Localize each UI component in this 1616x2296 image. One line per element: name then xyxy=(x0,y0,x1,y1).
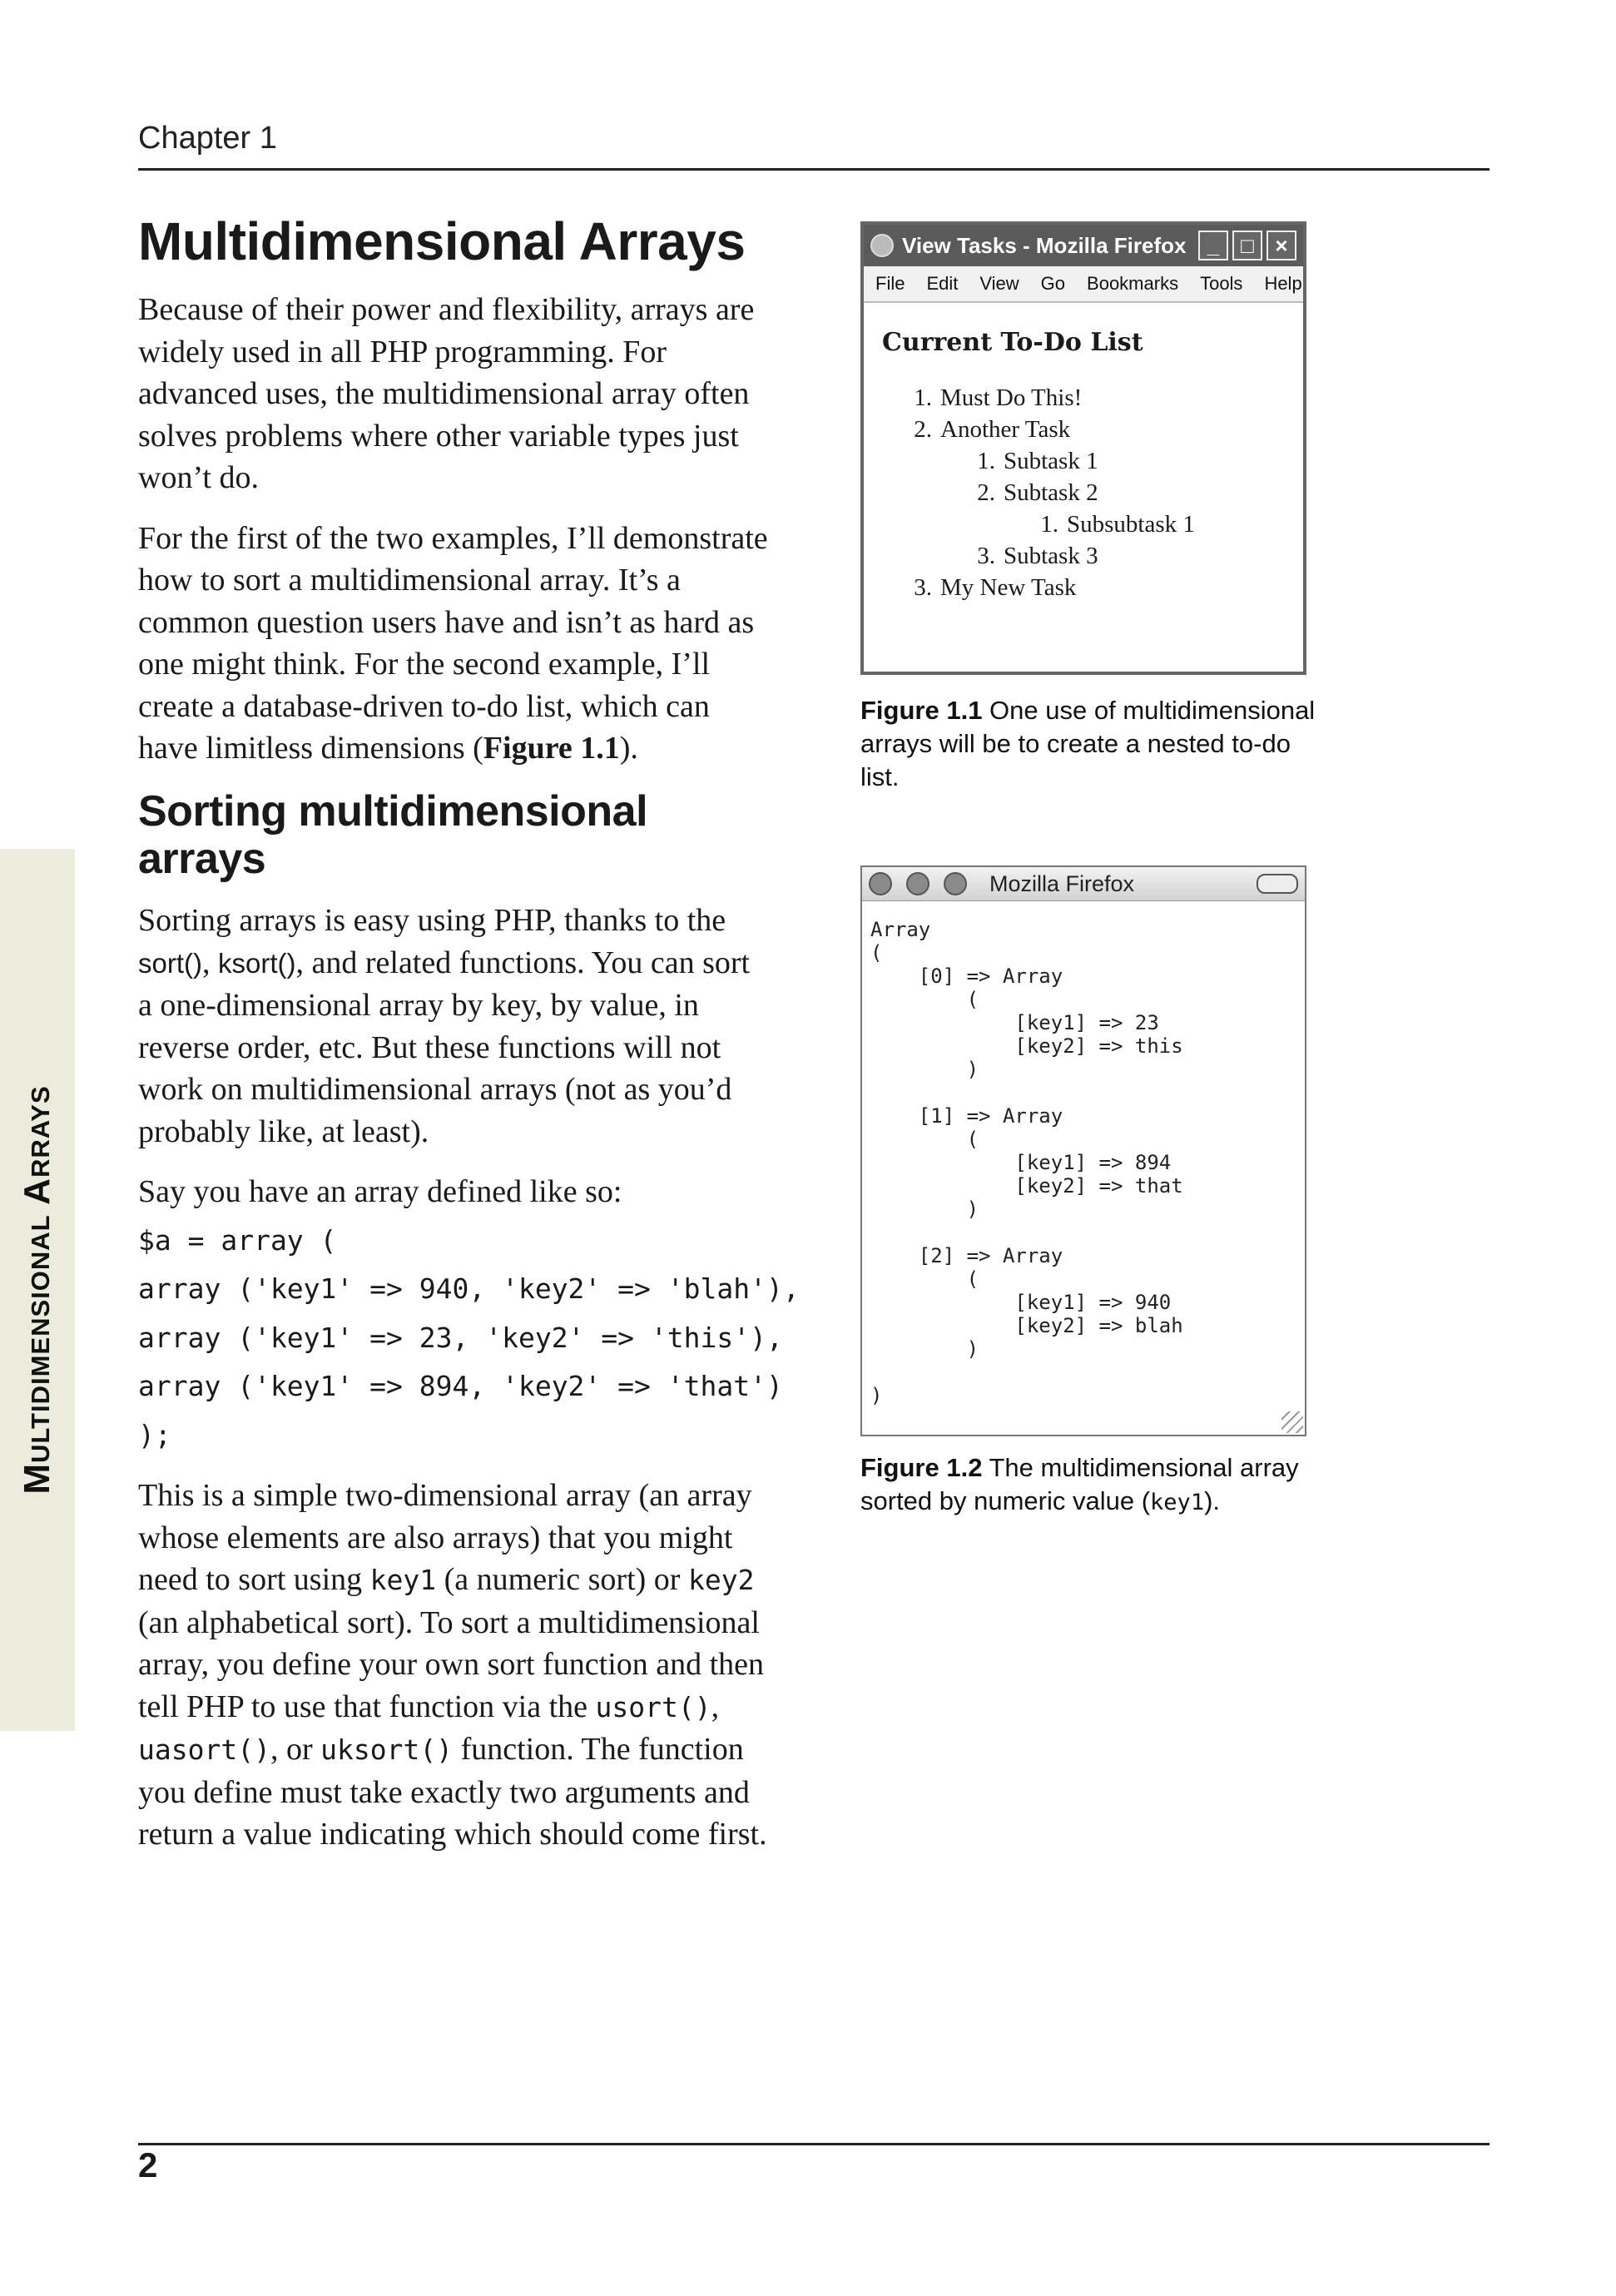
figure-label: Figure 1.1 xyxy=(860,696,983,725)
subsection-title: Sorting multidimensional arrays xyxy=(138,786,648,884)
todo-subitem: 2. Subtask 2 xyxy=(977,479,1098,506)
window-title: Mozilla Firefox xyxy=(989,870,1135,896)
menu-go: Go xyxy=(1040,273,1066,294)
zoom-dot-icon xyxy=(944,872,967,895)
window-titlebar xyxy=(864,225,1303,266)
inline-code: ksort() xyxy=(218,947,296,979)
inline-code: key1 xyxy=(369,1564,437,1597)
figure-2-screenshot xyxy=(860,865,1306,1436)
page-number: 2 xyxy=(138,2145,158,2184)
print-r-output: Array ( [0] => Array ( [key1] => 23 [key2] => this ) [1] => Array ( [key1] => 894 [key2] => that ) [2] => Array ( [key1] => 940 [key2] => blah ) ) xyxy=(870,918,1183,1407)
close-icon: × xyxy=(1267,231,1296,260)
paragraph-sorting: Sorting arrays is easy using PHP, thanks to the sort(), ksort(), and related functions. You can sort a one-dimensional array by key, by value, in reverse order, etc. But these functions will not work on multidimensional arrays (not as you’d probably like, at least). xyxy=(138,903,751,1149)
figure-label: Figure 1.2 xyxy=(860,1453,983,1482)
page-content xyxy=(864,303,1303,628)
todo-subitem: 1. Subtask 1 xyxy=(977,448,1098,474)
firefox-icon xyxy=(870,234,894,257)
paragraph-intro: Because of their power and flexibility, arrays are widely used in all PHP programming. For advanced uses, the multidimensional array often solves problems where other variable types just won’t do. xyxy=(138,292,755,496)
window-title: View Tasks - Mozilla Firefox xyxy=(902,232,1187,258)
todo-item: 3. My New Task xyxy=(914,574,1077,601)
resize-grip-icon xyxy=(1281,1411,1303,1433)
todo-item: 2. Another Task xyxy=(914,416,1071,443)
section-title: Multidimensional Arrays xyxy=(138,211,746,271)
inline-code: uksort() xyxy=(320,1733,454,1767)
menu-help: Help xyxy=(1264,273,1302,294)
inline-code: key1 xyxy=(1150,1490,1205,1515)
todo-subsubitem: 1. Subsubtask 1 xyxy=(1040,511,1195,538)
menu-view: View xyxy=(979,273,1019,294)
inline-code: key2 xyxy=(687,1564,755,1597)
side-tab xyxy=(0,849,75,1731)
paragraph-say: Say you have an array defined like so: xyxy=(138,1174,622,1210)
todo-list xyxy=(882,382,1285,603)
side-tab-label: Multidimensional Arrays xyxy=(17,1085,57,1495)
figure-reference: Figure 1.1 xyxy=(483,731,620,766)
figure-1-caption: Figure 1.1 One use of multidimensional arrays will be to create a nested to-do list. xyxy=(860,696,1316,791)
code-line: array ('key1' => 23, 'key2' => 'this'), xyxy=(138,1321,783,1354)
todo-subitem: 3. Subtask 3 xyxy=(977,543,1098,569)
main-column xyxy=(138,211,800,1874)
minimize-icon: _ xyxy=(1198,231,1228,260)
menu-tools: Tools xyxy=(1200,273,1243,294)
figure-2-caption: Figure 1.2 The multidimensional array sorted by numeric value (key1). xyxy=(860,1453,1299,1515)
minimize-dot-icon xyxy=(906,872,929,895)
code-line: $a = array ( xyxy=(138,1223,337,1257)
paragraph-usort: This is a simple two-dimensional array (an array whose elements are also arrays) that you might need to sort using key1 (a numeric sort) or key2 (an alphabetical sort). To sort a multidimensional array, you define your own sort function and then tell PHP to use that function via the usort(), uasort(), or uksort() function. The function you define must take exactly two arguments and return a value indicating which should come first. xyxy=(138,1478,767,1852)
code-line: array ('key1' => 894, 'key2' => 'that') xyxy=(138,1370,783,1403)
inline-code: sort() xyxy=(138,947,202,979)
close-dot-icon xyxy=(869,872,892,895)
todo-item: 1. Must Do This! xyxy=(914,384,1083,411)
code-line: array ('key1' => 940, 'key2' => 'blah'), xyxy=(138,1272,800,1306)
menu-file: File xyxy=(875,273,905,294)
todo-heading: Current To-Do List xyxy=(882,328,1143,357)
inline-code: usort() xyxy=(595,1690,711,1723)
code-block xyxy=(138,1217,800,1460)
figure-1-screenshot xyxy=(860,221,1306,675)
maximize-icon: □ xyxy=(1232,231,1262,260)
running-header: Chapter 1 xyxy=(138,121,277,156)
menu-bookmarks: Bookmarks xyxy=(1087,273,1179,294)
inline-code: uasort() xyxy=(138,1733,270,1767)
menu-edit: Edit xyxy=(926,273,959,294)
menu-bar xyxy=(864,266,1303,303)
paragraph-examples: For the first of the two examples, I’ll demonstrate how to sort a multidimensional array. It’s a common question users have and isn’t as hard as one might think. For the second example, I’ll create a database-driven to-do list, which can have limitless dimensions (Figure 1.1). xyxy=(138,520,768,766)
code-line: ); xyxy=(138,1418,171,1451)
window-titlebar xyxy=(862,867,1305,901)
toolbar-toggle-icon xyxy=(1257,874,1298,894)
footer-rule xyxy=(138,2143,1490,2145)
header-rule xyxy=(138,168,1490,171)
